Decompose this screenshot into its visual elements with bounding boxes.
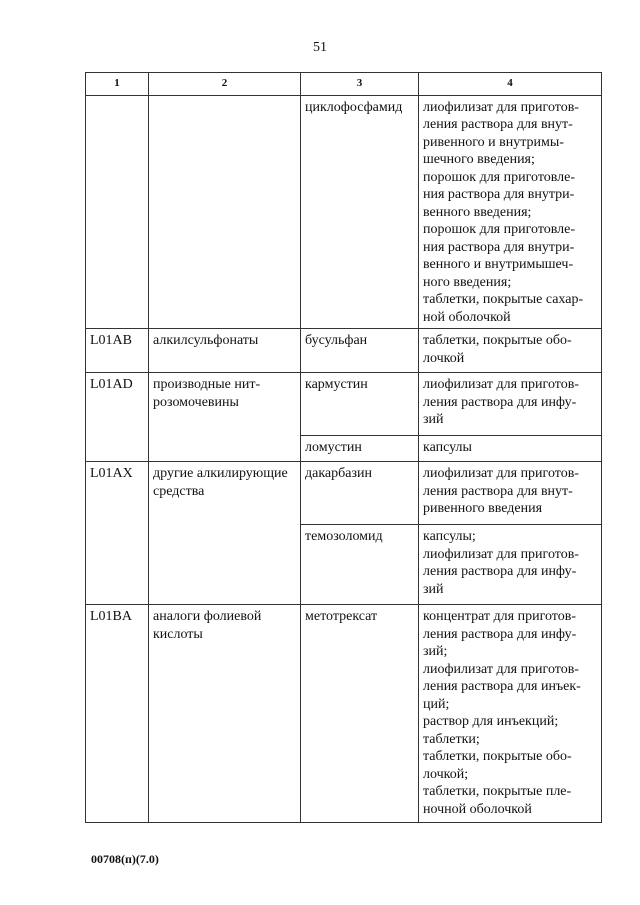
group-cell bbox=[149, 95, 301, 329]
column-header-1: 1 bbox=[86, 73, 149, 96]
drug-table bbox=[85, 72, 602, 823]
dosage-form-cell: таблетки, покрытые обо- лочкой bbox=[419, 329, 602, 373]
dosage-form-cell: лиофилизат для приготов- ления раствора для инфу- зий bbox=[419, 373, 602, 436]
atc-code-cell: L01AB bbox=[86, 329, 149, 373]
table-row bbox=[86, 373, 602, 436]
dosage-form-cell: лиофилизат для приготов- ления раствора для внут- ривенного и внутримы- шечного введения; порошок для приготовле- ния раствора для внутри- венного введения; порошок для приготовле- ния раствора для внутри- венного и внутримышеч- ного введения; таблетки, покрытые сахар- ной оболочкой bbox=[419, 95, 602, 329]
column-header-4: 4 bbox=[419, 73, 602, 96]
drug-name-cell: ломустин bbox=[301, 436, 419, 462]
table-row bbox=[86, 95, 602, 329]
table-row bbox=[86, 462, 602, 525]
dosage-form-cell: концентрат для приготов- ления раствора для инфу- зий; лиофилизат для приготов- ления раствора для инъек- ций; раствор для инъекций; таблетки; таблетки, покрытые обо- лочкой; таблетки, покрытые пле- ночной оболочкой bbox=[419, 605, 602, 823]
drug-name-cell: дакарбазин bbox=[301, 462, 419, 525]
column-header-3: 3 bbox=[301, 73, 419, 96]
table-row bbox=[86, 329, 602, 373]
group-cell: аналоги фолиевой кислоты bbox=[149, 605, 301, 823]
drug-name-cell: метотрексат bbox=[301, 605, 419, 823]
dosage-form-cell: капсулы bbox=[419, 436, 602, 462]
column-header-2: 2 bbox=[149, 73, 301, 96]
atc-code-cell: L01AX bbox=[86, 462, 149, 605]
drug-name-cell: бусульфан bbox=[301, 329, 419, 373]
atc-code-cell bbox=[86, 95, 149, 329]
dosage-form-cell: лиофилизат для приготов- ления раствора для внут- ривенного введения bbox=[419, 462, 602, 525]
table-header-row bbox=[86, 73, 602, 96]
table-row bbox=[86, 605, 602, 823]
atc-code-cell: L01AD bbox=[86, 373, 149, 462]
page-number: 51 bbox=[313, 40, 327, 55]
drug-name-cell: темозоломид bbox=[301, 525, 419, 605]
document-code: 00708(п)(7.0) bbox=[91, 852, 159, 866]
atc-code-cell: L01BA bbox=[86, 605, 149, 823]
drug-name-cell: циклофосфамид bbox=[301, 95, 419, 329]
group-cell: другие алкилирующие средства bbox=[149, 462, 301, 605]
drug-name-cell: кармустин bbox=[301, 373, 419, 436]
dosage-form-cell: капсулы; лиофилизат для приготов- ления раствора для инфу- зий bbox=[419, 525, 602, 605]
group-cell: производные нит- розомочевины bbox=[149, 373, 301, 462]
group-cell: алкилсульфонаты bbox=[149, 329, 301, 373]
